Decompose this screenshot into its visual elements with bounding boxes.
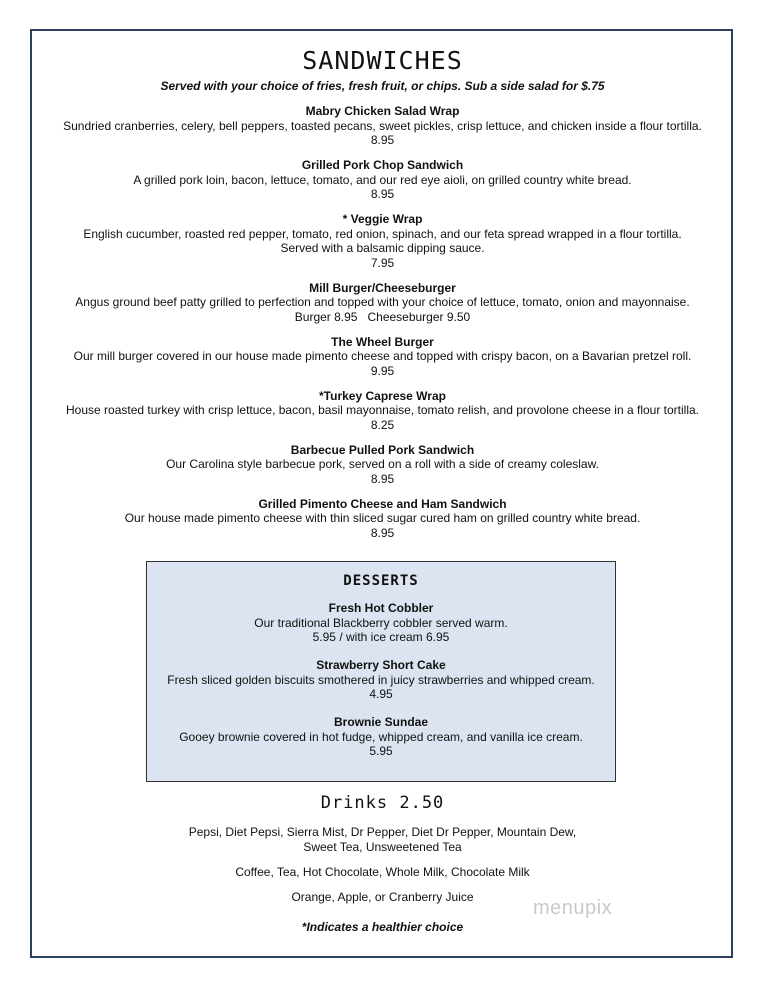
item-description: Angus ground beef patty grilled to perfection and topped with your choice of lettuce, tomato, onion and mayonnaise. bbox=[75, 295, 690, 309]
item-description: Our house made pimento cheese with thin sliced sugar cured ham on grilled country white bread. bbox=[124, 511, 641, 525]
item-price: 8.25 bbox=[370, 417, 395, 432]
dessert-list bbox=[147, 601, 615, 759]
item-description: Gooey brownie covered in hot fudge, whipped cream, and vanilla ice cream. bbox=[179, 729, 583, 744]
juice-group bbox=[0, 890, 765, 905]
desserts-section bbox=[146, 561, 616, 782]
item-price: 8.95 bbox=[370, 525, 395, 540]
menu-item bbox=[32, 389, 733, 433]
item-price: 9.95 bbox=[370, 363, 395, 378]
drinks-list bbox=[0, 825, 765, 915]
menu-item bbox=[32, 443, 733, 487]
watermark: menupix bbox=[533, 897, 613, 919]
item-name: Fresh Hot Cobbler bbox=[328, 601, 434, 615]
item-description: English cucumber, roasted red pepper, tomato, red onion, spinach, and our feta spread wrapped in a flour tortilla. bbox=[83, 226, 682, 241]
page-title: SANDWICHES bbox=[302, 46, 463, 75]
item-description: A grilled pork loin, bacon, lettuce, tomato, and our red eye aioli, on grilled country white bread. bbox=[133, 172, 632, 187]
drinks-line: Sweet Tea, Unsweetened Tea bbox=[303, 840, 462, 854]
item-description: Fresh sliced golden biscuits smothered in juicy strawberries and whipped cream. bbox=[167, 672, 595, 687]
item-description: Our mill burger covered in our house made pimento cheese and topped with crispy bacon, on a Bavarian pretzel roll. bbox=[73, 349, 692, 363]
item-name: *Turkey Caprese Wrap bbox=[319, 388, 446, 403]
drinks-title: Drinks 2.50 bbox=[320, 793, 445, 813]
menu-item bbox=[32, 281, 733, 325]
item-price: 4.95 bbox=[369, 687, 393, 701]
item-name: Mabry Chicken Salad Wrap bbox=[305, 104, 460, 118]
soda-group bbox=[0, 825, 765, 855]
item-price: 5.95 / with ice cream 6.95 bbox=[312, 630, 450, 644]
item-name: The Wheel Burger bbox=[331, 334, 434, 349]
item-description-extra: Served with a balsamic dipping sauce. bbox=[280, 241, 485, 255]
item-description: House roasted turkey with crisp lettuce, bacon, basil mayonnaise, tomato relish, and provolone cheese in a flour tortilla. bbox=[66, 403, 699, 417]
item-name: Grilled Pimento Cheese and Ham Sandwich bbox=[258, 496, 507, 511]
item-description: Sundried cranberries, celery, bell peppers, toasted pecans, sweet pickles, crisp lettuce, and chicken inside a flour tortilla. bbox=[63, 118, 702, 133]
dessert-item bbox=[147, 658, 615, 702]
drinks-line: Coffee, Tea, Hot Chocolate, Whole Milk, Chocolate Milk bbox=[235, 865, 530, 879]
menu-item bbox=[32, 212, 733, 270]
dessert-item bbox=[147, 601, 615, 645]
menu-item bbox=[32, 104, 733, 148]
item-name: * Veggie Wrap bbox=[342, 212, 423, 226]
item-name: Barbecue Pulled Pork Sandwich bbox=[290, 442, 475, 457]
item-description: Our traditional Blackberry cobbler served warm. bbox=[254, 615, 508, 630]
item-name: Brownie Sundae bbox=[333, 715, 428, 729]
item-price: 5.95 bbox=[369, 744, 393, 758]
drinks-line: Pepsi, Diet Pepsi, Sierra Mist, Dr Pepper, Diet Dr Pepper, Mountain Dew, bbox=[188, 825, 577, 839]
drinks-line: Orange, Apple, or Cranberry Juice bbox=[291, 890, 474, 904]
menu-item bbox=[32, 158, 733, 202]
menu-item bbox=[32, 497, 733, 541]
item-price: 7.95 bbox=[370, 255, 395, 270]
item-price: 8.95 bbox=[370, 187, 395, 201]
sides-note: Served with your choice of fries, fresh fruit, or chips. Sub a side salad for $.75 bbox=[160, 79, 605, 93]
item-description: Our Carolina style barbecue pork, served on a roll with a side of creamy coleslaw. bbox=[166, 457, 599, 471]
item-name: Strawberry Short Cake bbox=[316, 658, 446, 672]
item-price: 8.95 bbox=[370, 133, 395, 147]
desserts-title: DESSERTS bbox=[343, 573, 419, 589]
hot-drinks-group bbox=[0, 865, 765, 880]
healthier-footnote: *Indicates a healthier choice bbox=[301, 920, 464, 934]
item-name: Grilled Pork Chop Sandwich bbox=[301, 158, 464, 172]
menu-item bbox=[32, 335, 733, 379]
sandwich-list bbox=[32, 104, 733, 551]
item-price: Burger 8.95 Cheeseburger 9.50 bbox=[294, 309, 471, 324]
item-name: Mill Burger/Cheeseburger bbox=[309, 280, 456, 295]
item-price: 8.95 bbox=[370, 471, 395, 486]
dessert-item bbox=[147, 715, 615, 759]
